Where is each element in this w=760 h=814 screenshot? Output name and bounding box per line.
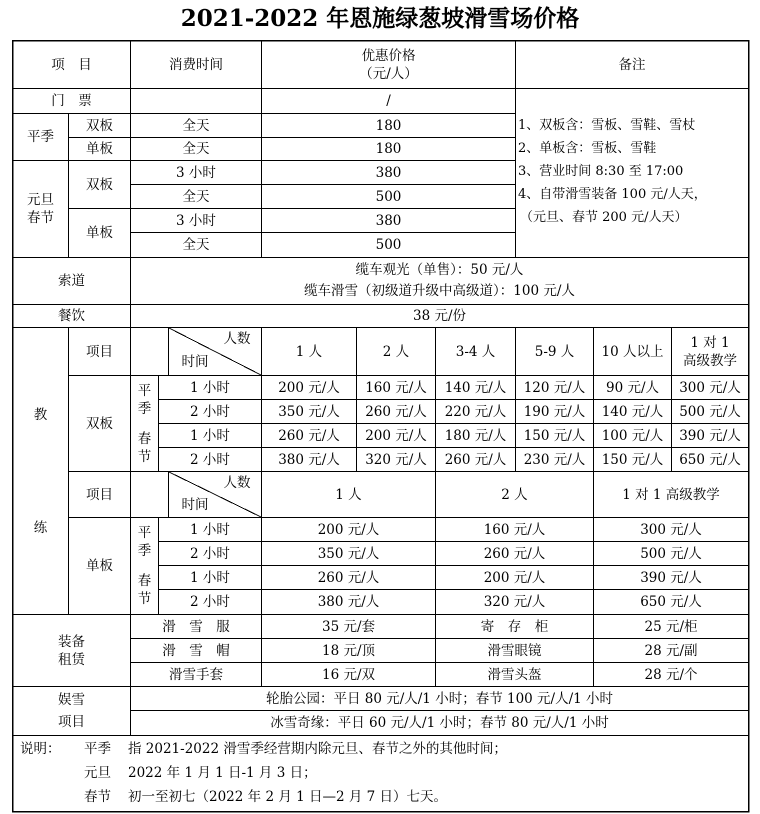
coaching-double-price: 180 元/人 (444, 427, 507, 444)
coaching-single-time: 2 小时 (190, 594, 230, 610)
rental-item: 滑 雪 服 (162, 618, 230, 635)
explanation-prefix: 说明： (20, 741, 61, 757)
page-title: 2021-2022 年恩施绿葱坡滑雪场价格 (180, 5, 580, 32)
coaching-double-price: 320 元/人 (365, 451, 427, 468)
explanation-term-1: 平季 (84, 741, 111, 757)
note-2: 2、单板含：雪板、雪鞋 (518, 141, 657, 156)
rental-price: 28 元/副 (644, 642, 698, 659)
holiday-row4-time: 全天 (182, 237, 210, 253)
coaching-double-price: 380 元/人 (278, 451, 340, 468)
coaching-double-header-5: 10 人以上 (601, 343, 664, 360)
coaching-double-regular (131, 376, 158, 423)
coaching-double-holiday (131, 424, 158, 471)
explanation-text-3: 初一至初七（2022 年 2 月 1 日—2 月 7 日）七天。 (128, 789, 448, 805)
coaching-double-header-6 (672, 328, 748, 375)
note-5: （元旦、春节 200 元/人天） (520, 210, 688, 225)
coaching-double-regular-1: 平 (137, 382, 152, 399)
coaching-double-price: 140 元/人 (444, 379, 507, 396)
holiday-double-board: 双板 (86, 176, 113, 193)
coaching-double-diag-top: 人数 (223, 331, 251, 347)
holiday-row2-price: 500 (375, 188, 402, 205)
note-1: 1、双板含：雪板、雪鞋、雪杖 (518, 118, 696, 133)
coaching-double-price: 160 元/人 (365, 379, 427, 396)
coaching-double-price: 260 元/人 (444, 451, 507, 468)
coaching-single-price: 350 元/人 (317, 545, 380, 562)
coaching-single-price: 260 元/人 (317, 569, 380, 586)
coaching-single-price: 650 元/人 (640, 594, 702, 610)
rental-price: 18 元/顶 (321, 642, 376, 659)
coaching-single-time: 2 小时 (190, 545, 230, 562)
coaching-single-price: 260 元/人 (483, 545, 546, 562)
coaching-single-holiday-1: 春 (137, 573, 152, 589)
coaching-single-header-2: 2 人 (501, 486, 528, 503)
coaching-double-price: 120 元/人 (523, 379, 586, 396)
coaching-double-price: 220 元/人 (444, 403, 507, 420)
holiday-row1-time: 3 小时 (176, 164, 216, 181)
coaching-double-time: 2 小时 (190, 403, 230, 420)
coaching-double-price: 390 元/人 (679, 427, 741, 444)
coaching-double-price: 200 元/人 (278, 379, 340, 396)
holiday-row3-time: 3 小时 (176, 212, 216, 229)
coaching-double-holiday-2: 节 (137, 448, 152, 465)
coaching-double-header-4: 5-9 人 (534, 343, 575, 360)
regular-single-board: 单板 (86, 141, 113, 157)
holiday-season-line1: 元旦 (27, 192, 54, 208)
entertainment-label (13, 687, 130, 735)
coaching-single-price: 380 元/人 (317, 594, 380, 610)
holiday-row4-price: 500 (375, 237, 402, 253)
coaching-double-time: 1 小时 (190, 427, 230, 444)
explanation-term-2: 元旦 (84, 765, 111, 781)
coaching-double-price: 300 元/人 (679, 379, 741, 396)
rental-item: 滑 雪 帽 (162, 642, 230, 659)
coaching-label-1: 教 (33, 407, 48, 423)
coaching-single-price: 320 元/人 (483, 594, 546, 610)
header-price-line2: （元/人） (359, 65, 418, 82)
rental-item: 滑雪眼镜 (487, 642, 542, 659)
coaching-single-price: 300 元/人 (640, 521, 702, 538)
regular-double-board: 双板 (86, 117, 113, 134)
holiday-season-label (13, 161, 68, 257)
coaching-single-time: 1 小时 (190, 521, 230, 538)
explanation-text-2: 2022 年 1 月 1 日-1 月 3 日； (128, 765, 317, 781)
header-price (262, 41, 515, 88)
cableway-line1: 缆车观光（单售）：50 元/人 (355, 262, 524, 278)
holiday-row1-price: 380 (375, 164, 402, 181)
coaching-single-header-3: 1 对 1 高级教学 (622, 486, 720, 503)
coaching-double-price: 190 元/人 (523, 403, 586, 420)
coaching-double-price: 260 元/人 (278, 427, 340, 444)
coaching-double-price: 150 元/人 (523, 427, 586, 444)
coaching-single-price: 200 元/人 (317, 521, 380, 538)
holiday-row3-price: 380 (375, 212, 402, 229)
coaching-double-board: 双板 (86, 415, 113, 432)
entertainment-line1: 轮胎公园：平日 80 元/人/1 小时；春节 100 元/人/1 小时 (265, 690, 614, 707)
header-time: 消费时间 (169, 56, 223, 73)
coaching-single-diag-bottom: 时间 (181, 497, 209, 513)
coaching-single-regular-1: 平 (137, 524, 152, 541)
coaching-double-price: 150 元/人 (601, 451, 664, 468)
coaching-single-header-1: 1 人 (335, 486, 362, 503)
coaching-single-regular-2: 季 (137, 542, 152, 559)
rental-label (13, 615, 130, 686)
coaching-double-price: 650 元/人 (679, 451, 741, 468)
coaching-double-header-6-line2: 高级教学 (683, 352, 737, 369)
coaching-label-2: 练 (33, 520, 48, 536)
header-note: 备注 (618, 56, 646, 73)
holiday-single-board: 单板 (86, 225, 113, 241)
regular-double-time: 全天 (182, 117, 210, 134)
coaching-double-item-label: 项目 (86, 343, 113, 360)
rental-label-line2: 租赁 (58, 651, 85, 668)
coaching-single-holiday (131, 566, 158, 614)
holiday-row2-time: 全天 (182, 188, 210, 205)
coaching-single-holiday-2: 节 (137, 591, 152, 607)
coaching-double-price: 230 元/人 (523, 451, 586, 468)
note-3: 3、营业时间 8:30 至 17:00 (518, 164, 684, 179)
dining-label: 餐饮 (58, 308, 85, 324)
coaching-double-price: 500 元/人 (679, 403, 741, 420)
coaching-double-time: 2 小时 (190, 451, 230, 468)
coaching-double-header-2: 2 人 (382, 343, 410, 360)
coaching-double-header-1: 1 人 (295, 343, 323, 360)
coaching-single-regular (131, 518, 158, 565)
coaching-double-price: 200 元/人 (365, 427, 427, 444)
coaching-single-price: 160 元/人 (483, 521, 546, 538)
explanation-term-3: 春节 (84, 789, 111, 805)
header-item: 项 目 (51, 56, 92, 73)
header-price-line1: 优惠价格 (361, 47, 416, 64)
regular-season-label: 平季 (27, 129, 54, 145)
coaching-double-regular-2: 季 (137, 400, 152, 417)
regular-single-time: 全天 (182, 141, 210, 157)
entertainment-label-line1: 娱雪 (58, 692, 85, 708)
rental-price: 28 元/个 (644, 666, 698, 683)
coaching-double-price: 260 元/人 (365, 403, 427, 420)
coaching-double-price: 100 元/人 (601, 427, 664, 444)
coaching-single-board: 单板 (86, 558, 113, 574)
cableway-line2: 缆车滑雪（初级道升级中高级道）：100 元/人 (304, 283, 575, 299)
coaching-single-item-label: 项目 (86, 486, 113, 503)
cableway-label: 索道 (58, 273, 85, 289)
regular-single-price: 180 (375, 141, 402, 157)
regular-double-price: 180 (375, 117, 402, 134)
explanation-text-1: 指 2021-2022 滑雪季经营期内除元旦、春节之外的其他时间； (128, 741, 507, 757)
coaching-single-time: 1 小时 (190, 569, 230, 586)
rental-label-line1: 装备 (58, 633, 85, 650)
rental-item: 滑雪手套 (169, 666, 223, 683)
coaching-double-price: 90 元/人 (605, 379, 660, 396)
ticket-value: / (386, 93, 391, 109)
coaching-single-price: 500 元/人 (640, 545, 702, 562)
holiday-season-line2: 春节 (27, 210, 54, 226)
notes-block (518, 114, 748, 257)
ticket-label: 门 票 (51, 93, 92, 109)
rental-price: 16 元/双 (321, 666, 376, 683)
entertainment-line2: 冰雪奇缘：平日 60 元/人/1 小时；春节 80 元/人/1 小时 (270, 715, 609, 731)
coaching-double-diag-bottom: 时间 (181, 354, 209, 370)
entertainment-label-line2: 项目 (58, 714, 85, 730)
note-4: 4、自带滑雪装备 100 元/人天， (518, 187, 707, 202)
coaching-double-holiday-1: 春 (137, 430, 152, 447)
coaching-single-diag-top: 人数 (223, 475, 251, 491)
coaching-double-header-3: 3-4 人 (455, 343, 496, 360)
rental-item: 寄 存 柜 (480, 618, 549, 635)
rental-price: 25 元/柜 (644, 618, 698, 635)
coaching-double-header-6-line1: 1 对 1 (690, 334, 730, 351)
coaching-single-price: 200 元/人 (483, 569, 546, 586)
cableway-content (131, 258, 748, 304)
rental-price: 35 元/套 (321, 618, 376, 635)
coaching-double-price: 350 元/人 (278, 403, 340, 420)
dining-value: 38 元/份 (412, 308, 467, 324)
rental-item: 滑雪头盔 (487, 666, 542, 683)
coaching-single-price: 390 元/人 (640, 569, 702, 586)
coaching-double-time: 1 小时 (190, 379, 230, 396)
coaching-double-price: 140 元/人 (601, 403, 664, 420)
